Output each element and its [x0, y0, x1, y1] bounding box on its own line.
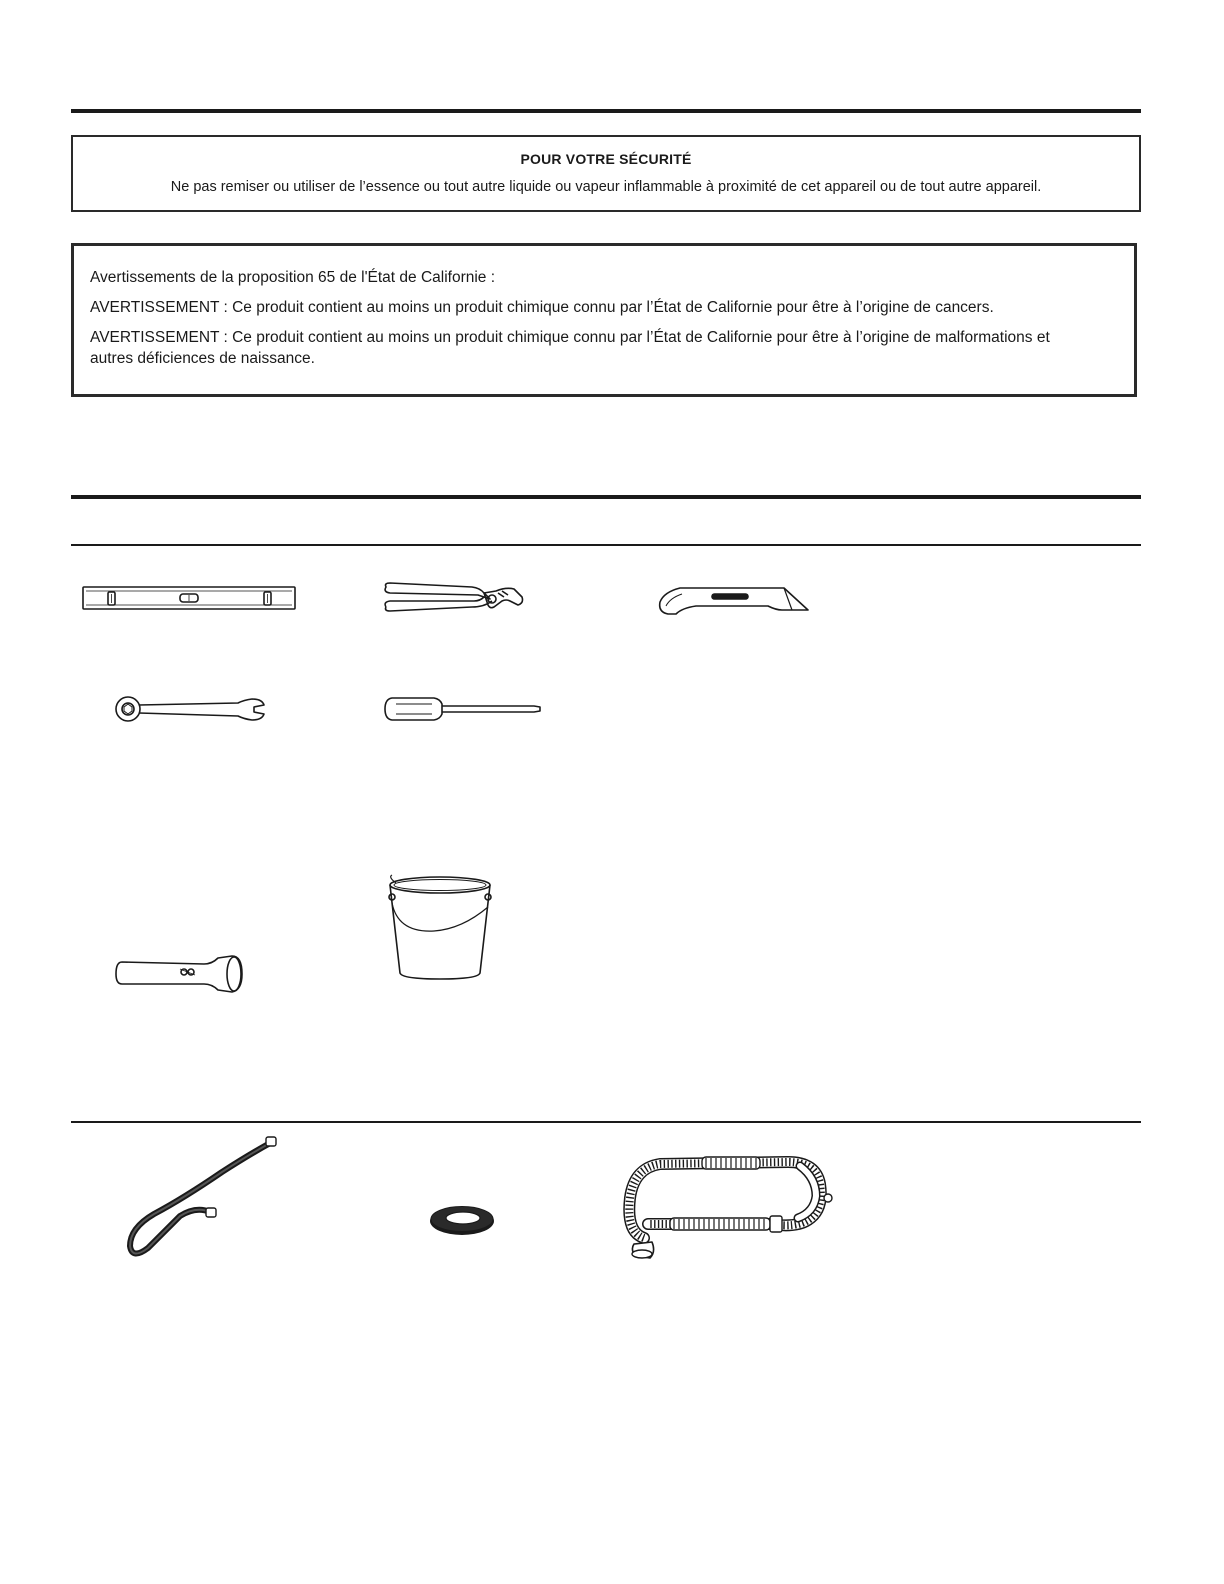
parts-divider: [71, 1121, 1141, 1123]
wrench-icon: [114, 695, 266, 725]
utility-knife-icon: [656, 584, 812, 618]
bucket-icon: [384, 873, 496, 983]
safety-notice-box: [71, 135, 1141, 212]
drain-hose-icon: [620, 1154, 836, 1262]
inlet-hose-icon: [124, 1136, 278, 1260]
flashlight-icon: [114, 952, 246, 996]
level-icon: [82, 585, 298, 613]
prop65-warning-birth-defects: AVERTISSEMENT : Ce produit contient au moins un produit chimique connu par l’État de Californie pour être à l’origine de malformations et autres déficiences de naissance.: [90, 329, 1050, 367]
safety-text: Ne pas remiser ou utiliser de l’essence ou tout autre liquide ou vapeur inflammable à proximité de cet appareil ou de tout autre appareil.: [170, 179, 1042, 195]
screwdriver-icon: [384, 694, 544, 724]
section-divider: [71, 495, 1141, 499]
pliers-icon: [380, 581, 526, 617]
tools-divider: [71, 544, 1141, 546]
top-divider: [71, 109, 1141, 113]
prop65-heading: Avertissements de la proposition 65 de l'État de Californie :: [90, 269, 496, 286]
rubber-washer-icon: [428, 1203, 496, 1237]
prop65-warning-cancer: AVERTISSEMENT : Ce produit contient au moins un produit chimique connu par l’État de Californie pour être à l’origine de cancers.: [90, 299, 994, 316]
prop65-warning-box: [71, 243, 1137, 397]
safety-title: POUR VOTRE SÉCURITÉ: [520, 151, 692, 167]
